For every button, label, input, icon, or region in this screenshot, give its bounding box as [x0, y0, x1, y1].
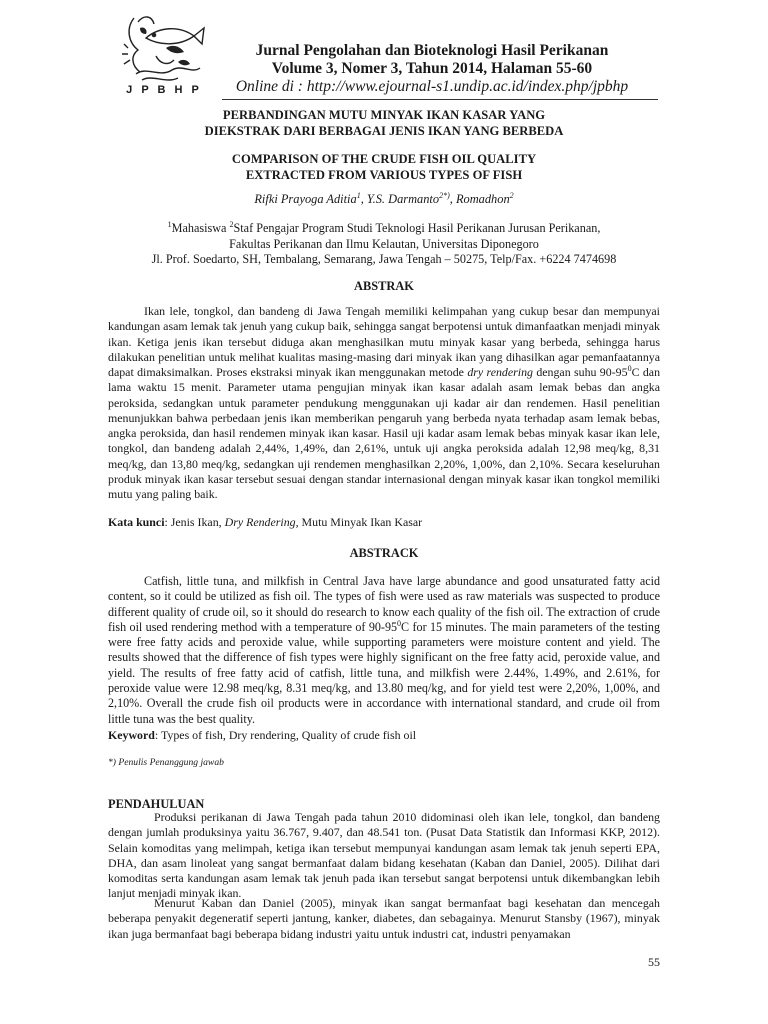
abstrak-paragraph — [108, 304, 660, 502]
abstrack-text-1: Catfish, little tuna, and milkfish in Central Java have large abundance and good unsaturated fatty acid content, so it could be utilized as fish oil. The types of fish were used as raw materials was suspected to produce different quality of crude oil, so it should do research to know each quality of the fish oil. The extraction of crude fish oil used rendering method with a temperature of 90-95 — [108, 574, 660, 634]
kata-kunci-text-1: : Jenis Ikan, — [164, 515, 225, 529]
abstrack-text-2: C for 15 minutes. The main parameters of the testing were free fatty acids and peroxide value, while supporting parameters were moisture content and yield. The results showed that the difference of fish types were highly significant on the free fatty acid, peroxide value, and yield. The results of free fatty acid of catfish, little tuna, and milkfish were 2.44%, 1.49%, and 2.61%, for peroxide value were 12.98 meq/kg, 8.31 meq/kg, and 13.80 meq/kg, and for yield test were 2,20%, 1,00%, and 2,10%. Overall the crude fish oil products were in accordance with international standard, and crude oil from little tuna was the best quality. — [108, 619, 660, 726]
online-line: Online di : http://www.ejournal-s1.undip.ac.id/index.php/jpbhp — [235, 78, 629, 95]
title-id-line1: PERBANDINGAN MUTU MINYAK IKAN KASAR YANG — [222, 108, 546, 122]
keyword-text: : Types of fish, Dry rendering, Quality of crude fish oil — [154, 728, 417, 742]
abstrak-heading: ABSTRAK — [354, 279, 414, 293]
author-3-sup: 2 — [509, 190, 514, 200]
affil-part-1: Mahasiswa — [171, 221, 230, 235]
authors-line — [108, 192, 660, 207]
title-en-line2: EXTRACTED FROM VARIOUS TYPES OF FISH — [245, 167, 523, 182]
pendahuluan-p2-first-line: Menurut Kaban dan Daniel (2005), minyak ikan sangat bermanfaat bagi kesehatan dan mencegah — [154, 896, 660, 910]
header-rule — [222, 99, 658, 100]
fish-logo-icon — [116, 8, 212, 86]
pendahuluan-paragraph-1: Produksi perikanan di Jawa Tengah pada tahun 2010 didominasi oleh ikan lele, tongkol, dan bandeng dengan jumlah produksinya yaitu 36.767, 9.407, dan 48.541 ton. (Pusat Data Statistik dan Informasi KKP, 2012). Selain komoditas yang melimpah, ketiga ikan tersebut mempunyai kandungan asam lemak tak jenuh seperti EPA, DHA, dan asam linoleat yang sangat bermanfaat dalam bidang kesehatan (Kaban dan Daniel, 2005). Dilihat dari komoditas serta kandungan asam lemak tak jenuh pada ikan tersebut sangat berpotensi untuk dikembangkan lebih lanjut menjadi minyak ikan. — [108, 810, 660, 901]
corresponding-author-note: *) Penulis Penanggung jawab — [108, 757, 224, 768]
journal-logo — [116, 8, 212, 100]
affiliation-line2: Fakultas Perikanan dan Ilmu Kelautan, Universitas Diponegoro — [229, 236, 539, 251]
title-english — [108, 152, 660, 183]
author-2-sup: 2*) — [439, 190, 450, 200]
title-en-line1: COMPARISON OF THE CRUDE FISH OIL QUALITY — [231, 152, 537, 166]
author-1: Rifki Prayoga Aditia — [254, 192, 357, 206]
abstrack-degree-sup: 0 — [397, 618, 402, 628]
logo-text: J P B H P — [126, 84, 202, 96]
affil-sup-1: 1 — [167, 219, 172, 229]
author-1-sup: 1 — [356, 190, 361, 200]
abstrak-italic: dry rendering — [467, 365, 533, 379]
pendahuluan-heading: PENDAHULUAN — [108, 797, 205, 811]
title-indonesian — [108, 108, 660, 139]
journal-name: Jurnal Pengolahan dan Bioteknologi Hasil Perikanan — [255, 42, 609, 59]
pendahuluan-paragraph-2 — [108, 896, 660, 942]
pendahuluan-p2-rest: beberapa penyakit degeneratif seperti jantung, kanker, diabetes, dan sebagainya. Menurut Stansby (1967), minyak ikan juga bermanfaat bagi beberapa bidang industri yaitu untuk industri cat, industri penyamakan — [108, 911, 660, 941]
volume-line: Volume 3, Nomer 3, Tahun 2014, Halaman 55-60 — [271, 60, 593, 77]
keyword-label: Keyword — [108, 728, 155, 742]
kata-kunci-italic: Dry Rendering, — [224, 515, 299, 529]
affiliation — [108, 221, 660, 268]
abstrack-paragraph — [108, 574, 660, 727]
page-number: 55 — [648, 955, 660, 969]
affiliation-line3: Jl. Prof. Soedarto, SH, Tembalang, Semarang, Jawa Tengah – 50275, Telp/Fax. +6224 7474698 — [151, 252, 617, 267]
title-id-line2: DIEKSTRAK DARI BERBAGAI JENIS IKAN YANG BERBEDA — [204, 123, 564, 138]
abstrak-degree-sup: 0 — [627, 364, 632, 374]
author-2: , Y.S. Darmanto — [360, 192, 440, 206]
affil-part-2: Staf Pengajar Program Studi Teknologi Hasil Perikanan Jurusan Perikanan, — [233, 221, 601, 235]
abstrak-text-1: Ikan lele, tongkol, dan bandeng di Jawa Tengah memiliki kelimpahan yang cukup besar dan mempunyai kandungan asam lemak tak jenuh yang cukup baik, sehingga sangat berpotensi untuk dimanfaatkan menjadi minyak ikan. Ketiga jenis ikan tersebut diduga akan menghasilkan mutu minyak kasar yang berbeda, sehingga harus dilakukan penelitian untuk melihat kualitas masing-masing dari minyak ikan yang dihasilkan agar pemanfaatannya dapat dimaksimalkan. Proses ekstraksi minyak ikan menggunakan metode — [108, 304, 660, 379]
keyword-line — [108, 728, 660, 743]
kata-kunci-text-2: Mutu Minyak Ikan Kasar — [298, 515, 423, 529]
abstrack-heading: ABSTRACK — [349, 546, 419, 560]
kata-kunci — [108, 515, 660, 530]
abstrak-text-3: C dan lama waktu 15 menit. Parameter utama pengujian minyak ikan kasar adalah asam lemak bebas dan angka peroksida, sedangkan untuk parameter pendukung menggunakan uji kadar air dan rendemen. Hasil penelitian menunjukkan bahwa perbedaan jenis ikan memberikan pengaruh yang berbeda nyata terhadap asam lemak bebas, angka peroksida, dan hasil rendemen minyak ikan kasar. Hasil uji kadar asam lemak bebas minyak kasar ikan lele, tongkol, dan bandeng adalah 2,44%, 1,49%, dan 2,61%, untuk uji angka peroksida adalah 12,98 meq/kg, 8,31 meq/kg, dan 13,80 meq/kg, sedangkan uji rendemen menghasilkan 2,20%, 1,00%, dan 2,10%. Secara keseluruhan produk minyak ikan kasar tersebut sesuai dengan standar internasional dengan minyak kasar ikan tongkol memiliki mutu yang paling baik. — [108, 365, 661, 501]
journal-header — [222, 42, 642, 96]
author-3: , Romadhon — [449, 192, 510, 206]
kata-kunci-label: Kata kunci — [108, 515, 165, 529]
affiliation-line1 — [108, 221, 660, 237]
affil-sup-2: 2 — [229, 219, 234, 229]
abstrak-text-2: dengan suhu 90-95 — [532, 365, 628, 379]
